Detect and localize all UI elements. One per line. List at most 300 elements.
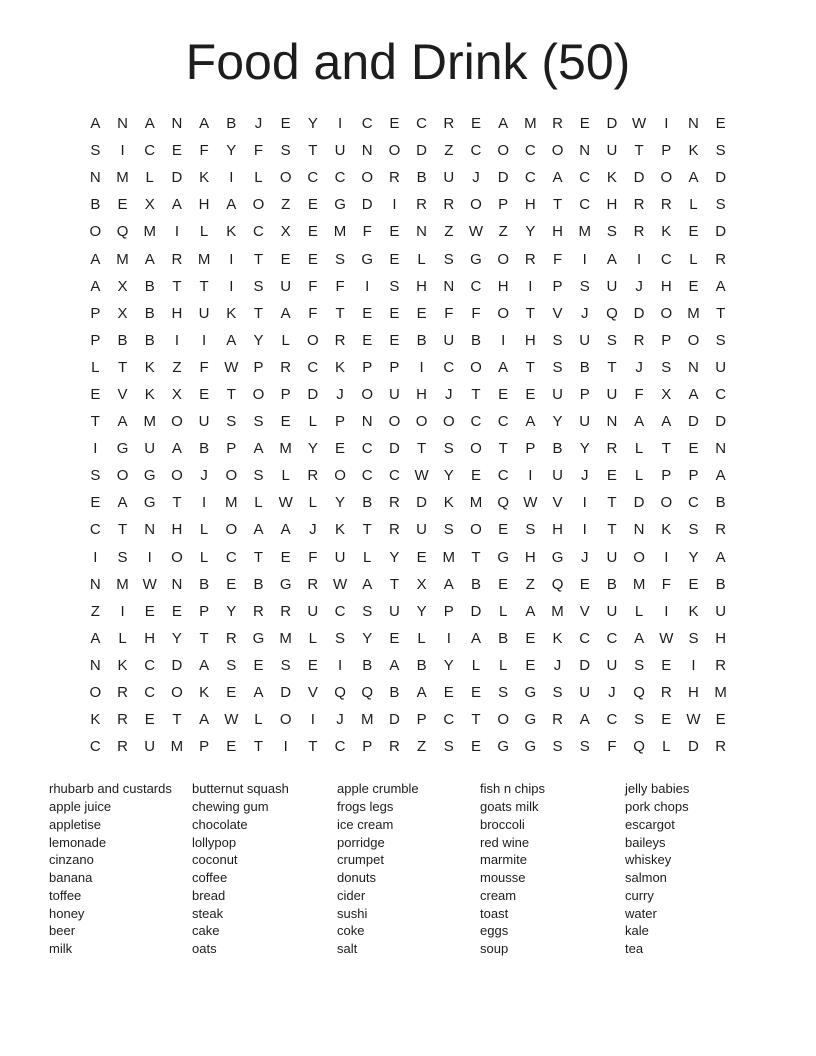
grid-cell-r8-c9: F xyxy=(308,304,318,322)
grid-cell-r20-c16: B xyxy=(498,629,509,647)
grid-cell-r24-c21: Q xyxy=(633,738,645,756)
grid-cell-r20-c21: A xyxy=(634,629,645,647)
grid-cell-r14-c7: S xyxy=(253,467,264,485)
word-list-item: cinzano xyxy=(49,852,94,868)
grid-cell-r10-c21: J xyxy=(635,358,643,376)
grid-cell-r11-c4: X xyxy=(171,385,182,403)
grid-cell-r4-c3: X xyxy=(144,196,155,214)
grid-cell-r12-c20: N xyxy=(606,413,618,431)
grid-cell-r3-c22: O xyxy=(660,169,673,187)
grid-cell-r3-c18: A xyxy=(552,169,563,187)
grid-cell-r11-c23: A xyxy=(688,385,699,403)
grid-cell-r20-c15: A xyxy=(470,629,481,647)
grid-cell-r17-c24: A xyxy=(715,548,726,566)
grid-cell-r11-c3: K xyxy=(144,385,155,403)
grid-cell-r8-c7: T xyxy=(253,304,264,322)
grid-cell-r1-c7: J xyxy=(254,115,263,133)
grid-cell-r1-c10: I xyxy=(337,115,343,133)
grid-cell-r8-c2: X xyxy=(117,304,128,322)
grid-cell-r21-c3: C xyxy=(144,656,156,674)
grid-cell-r2-c5: F xyxy=(199,142,209,160)
grid-cell-r24-c18: S xyxy=(552,738,563,756)
grid-cell-r4-c20: H xyxy=(606,196,618,214)
grid-cell-r4-c2: E xyxy=(117,196,128,214)
grid-cell-r17-c12: Y xyxy=(389,548,400,566)
grid-cell-r17-c15: T xyxy=(471,548,481,566)
word-list-item: jelly babies xyxy=(625,781,690,797)
grid-cell-r19-c1: Z xyxy=(90,602,100,620)
grid-cell-r6-c24: R xyxy=(715,250,727,268)
word-list-item: lollypop xyxy=(192,834,237,850)
grid-cell-r14-c5: J xyxy=(200,467,208,485)
grid-cell-r15-c14: K xyxy=(443,494,454,512)
grid-cell-r6-c6: I xyxy=(229,250,234,268)
grid-cell-r2-c8: S xyxy=(280,142,291,160)
grid-cell-r13-c23: E xyxy=(688,440,699,458)
grid-cell-r23-c20: C xyxy=(606,711,618,729)
grid-cell-r16-c5: L xyxy=(199,521,209,539)
grid-cell-r1-c23: N xyxy=(688,115,699,133)
grid-cell-r4-c21: R xyxy=(633,196,645,214)
grid-cell-r16-c10: K xyxy=(335,521,346,539)
word-list-item: lemonade xyxy=(49,834,107,850)
word-list-item: toffee xyxy=(49,887,82,903)
grid-cell-r15-c15: M xyxy=(469,494,483,512)
grid-cell-r17-c22: I xyxy=(664,548,669,566)
grid-cell-r1-c4: N xyxy=(171,115,183,133)
grid-cell-r6-c7: T xyxy=(253,250,264,268)
grid-cell-r12-c8: E xyxy=(280,413,291,431)
grid-cell-r6-c11: G xyxy=(361,250,374,268)
grid-cell-r23-c15: T xyxy=(471,711,481,729)
grid-cell-r17-c21: O xyxy=(633,548,645,566)
grid-cell-r13-c16: T xyxy=(498,440,508,458)
grid-cell-r14-c12: C xyxy=(388,467,400,485)
grid-cell-r14-c16: C xyxy=(497,467,509,485)
word-list-item: whiskey xyxy=(625,852,672,868)
grid-cell-r3-c8: O xyxy=(279,169,292,187)
grid-cell-r6-c2: M xyxy=(116,250,129,268)
grid-cell-r21-c22: E xyxy=(661,656,672,674)
grid-cell-r8-c4: H xyxy=(171,304,183,322)
grid-cell-r24-c22: L xyxy=(662,738,671,756)
grid-cell-r22-c20: J xyxy=(608,684,616,702)
grid-cell-r12-c3: M xyxy=(143,413,156,431)
grid-cell-r15-c2: A xyxy=(117,494,128,512)
grid-cell-r24-c8: I xyxy=(283,738,288,756)
grid-cell-r1-c5: A xyxy=(199,115,210,133)
grid-cell-r22-c19: U xyxy=(579,684,591,702)
grid-cell-r13-c17: P xyxy=(525,440,536,458)
grid-cell-r5-c14: Z xyxy=(444,223,454,241)
grid-cell-r19-c17: A xyxy=(525,602,536,620)
grid-cell-r4-c11: D xyxy=(361,196,373,214)
grid-cell-r14-c13: W xyxy=(414,467,429,485)
grid-cell-r16-c2: T xyxy=(117,521,128,539)
grid-cell-r8-c6: K xyxy=(226,304,237,322)
grid-cell-r6-c14: S xyxy=(443,250,454,268)
grid-cell-r12-c17: A xyxy=(525,413,536,431)
grid-cell-r15-c1: E xyxy=(90,494,101,512)
grid-cell-r20-c17: E xyxy=(525,629,536,647)
grid-cell-r8-c11: E xyxy=(362,304,373,322)
grid-cell-r2-c14: Z xyxy=(444,142,454,160)
word-list-item: marmite xyxy=(480,852,527,868)
grid-cell-r15-c10: Y xyxy=(335,494,346,512)
grid-cell-r4-c14: R xyxy=(443,196,455,214)
grid-cell-r19-c13: Y xyxy=(416,602,427,620)
grid-cell-r20-c10: S xyxy=(335,629,346,647)
grid-cell-r18-c9: R xyxy=(307,575,319,593)
grid-cell-r10-c15: O xyxy=(470,358,482,376)
grid-cell-r1-c16: A xyxy=(498,115,509,133)
grid-cell-r12-c10: P xyxy=(335,413,346,431)
grid-cell-r17-c2: S xyxy=(117,548,128,566)
grid-cell-r3-c14: U xyxy=(443,169,455,187)
grid-cell-r9-c2: B xyxy=(117,331,128,349)
word-list-item: tea xyxy=(625,941,644,956)
grid-cell-r5-c19: M xyxy=(578,223,591,241)
grid-cell-r10-c24: U xyxy=(715,358,727,376)
grid-cell-r21-c20: U xyxy=(606,656,618,674)
grid-cell-r13-c12: D xyxy=(388,440,400,458)
grid-cell-r6-c22: C xyxy=(660,250,672,268)
grid-cell-r8-c5: U xyxy=(198,304,210,322)
grid-cell-r3-c13: B xyxy=(416,169,427,187)
grid-cell-r12-c21: A xyxy=(634,413,645,431)
grid-cell-r8-c12: E xyxy=(389,304,400,322)
grid-cell-r16-c8: A xyxy=(280,521,291,539)
grid-cell-r22-c24: M xyxy=(714,684,727,702)
grid-cell-r23-c14: C xyxy=(443,711,455,729)
grid-cell-r10-c17: T xyxy=(525,358,535,376)
grid-cell-r16-c9: J xyxy=(309,521,317,539)
word-list-item: curry xyxy=(625,887,654,903)
grid-cell-r13-c24: N xyxy=(715,440,727,458)
grid-cell-r24-c3: U xyxy=(144,738,156,756)
grid-cell-r13-c5: B xyxy=(199,440,210,458)
grid-cell-r8-c20: Q xyxy=(606,304,618,322)
grid-cell-r8-c8: A xyxy=(280,304,291,322)
grid-cell-r9-c17: H xyxy=(524,331,536,349)
grid-cell-r15-c11: B xyxy=(362,494,373,512)
grid-cell-r3-c17: C xyxy=(524,169,536,187)
grid-cell-r17-c1: I xyxy=(93,548,98,566)
grid-cell-r21-c24: R xyxy=(715,656,727,674)
grid-cell-r6-c15: G xyxy=(470,250,482,268)
grid-cell-r9-c16: I xyxy=(501,331,506,349)
grid-cell-r3-c10: C xyxy=(334,169,346,187)
grid-cell-r2-c6: Y xyxy=(226,142,237,160)
grid-cell-r20-c22: W xyxy=(659,629,674,647)
grid-cell-r3-c4: D xyxy=(171,169,183,187)
grid-cell-r5-c9: E xyxy=(307,223,318,241)
grid-cell-r7-c3: B xyxy=(144,277,155,295)
grid-cell-r6-c21: I xyxy=(637,250,642,268)
grid-cell-r3-c16: D xyxy=(497,169,509,187)
grid-cell-r17-c3: I xyxy=(147,548,152,566)
grid-cell-r13-c18: B xyxy=(552,440,563,458)
word-list-item: cream xyxy=(480,887,517,903)
grid-cell-r11-c6: T xyxy=(226,385,236,403)
grid-cell-r4-c10: G xyxy=(334,196,346,214)
grid-cell-r21-c19: D xyxy=(579,656,591,674)
grid-cell-r9-c15: B xyxy=(470,331,481,349)
grid-cell-r2-c22: P xyxy=(661,142,672,160)
grid-cell-r22-c15: E xyxy=(470,684,481,702)
grid-cell-r5-c12: E xyxy=(389,223,400,241)
grid-cell-r13-c21: L xyxy=(634,440,644,458)
grid-cell-r3-c5: K xyxy=(199,169,210,187)
grid-cell-r24-c16: G xyxy=(497,738,509,756)
grid-cell-r20-c11: Y xyxy=(362,629,373,647)
grid-cell-r21-c9: E xyxy=(307,656,318,674)
grid-cell-r7-c18: P xyxy=(552,277,563,295)
grid-cell-r2-c11: N xyxy=(361,142,373,160)
grid-cell-r12-c12: O xyxy=(388,413,401,431)
grid-cell-r18-c2: M xyxy=(116,575,129,593)
word-list-column-1 xyxy=(49,780,192,958)
word-list-item: banana xyxy=(49,870,93,885)
grid-cell-r8-c10: T xyxy=(335,304,345,322)
grid-cell-r12-c14: O xyxy=(442,413,455,431)
grid-cell-r1-c20: D xyxy=(606,115,618,133)
grid-cell-r11-c8: P xyxy=(280,385,291,403)
grid-cell-r24-c15: E xyxy=(470,738,481,756)
grid-cell-r10-c5: F xyxy=(199,358,209,376)
grid-cell-r4-c6: A xyxy=(226,196,237,214)
grid-cell-r24-c17: G xyxy=(524,738,537,756)
word-list-item: goats milk xyxy=(480,799,539,814)
grid-cell-r16-c6: O xyxy=(225,521,238,539)
grid-cell-r12-c23: D xyxy=(688,413,699,431)
word-list-column-4 xyxy=(480,780,625,958)
grid-cell-r10-c11: P xyxy=(362,358,373,376)
grid-cell-r23-c23: W xyxy=(686,711,701,729)
grid-cell-r22-c9: V xyxy=(307,684,318,702)
grid-cell-r14-c1: S xyxy=(90,467,101,485)
grid-cell-r5-c16: Z xyxy=(498,223,508,241)
grid-cell-r13-c2: G xyxy=(116,440,129,458)
grid-cell-r5-c6: K xyxy=(226,223,237,241)
grid-cell-r1-c24: E xyxy=(715,115,726,133)
grid-cell-r3-c15: J xyxy=(472,169,480,187)
grid-cell-r16-c3: N xyxy=(144,521,156,539)
grid-cell-r12-c1: T xyxy=(90,413,100,431)
grid-cell-r4-c19: C xyxy=(579,196,591,214)
grid-cell-r7-c24: A xyxy=(715,277,726,295)
grid-cell-r9-c8: L xyxy=(281,331,290,349)
grid-cell-r17-c13: E xyxy=(416,548,427,566)
grid-cell-r2-c17: C xyxy=(524,142,536,160)
grid-cell-r14-c20: E xyxy=(606,467,617,485)
grid-cell-r4-c5: H xyxy=(198,196,210,214)
grid-cell-r13-c1: I xyxy=(93,440,98,458)
grid-cell-r20-c18: K xyxy=(552,629,563,647)
grid-cell-r13-c7: A xyxy=(253,440,264,458)
grid-cell-r1-c9: Y xyxy=(307,115,318,133)
grid-cell-r3-c19: C xyxy=(579,169,591,187)
grid-cell-r9-c12: E xyxy=(389,331,400,349)
word-list-item: pork chops xyxy=(625,799,689,814)
grid-cell-r20-c8: M xyxy=(279,629,292,647)
grid-cell-r24-c4: M xyxy=(170,738,184,756)
grid-cell-r18-c20: B xyxy=(606,575,617,593)
grid-cell-r2-c23: K xyxy=(688,142,699,160)
word-list-item: eggs xyxy=(480,923,509,939)
grid-cell-r20-c14: I xyxy=(446,629,451,647)
grid-cell-r1-c14: R xyxy=(443,115,455,133)
grid-cell-r17-c10: U xyxy=(334,548,346,566)
grid-cell-r15-c22: O xyxy=(660,494,673,512)
grid-cell-r13-c3: U xyxy=(144,440,156,458)
grid-cell-r22-c21: Q xyxy=(633,684,645,702)
grid-cell-r23-c9: I xyxy=(310,711,315,729)
grid-cell-r19-c3: E xyxy=(144,602,155,620)
grid-cell-r12-c22: A xyxy=(661,413,672,431)
grid-cell-r5-c4: I xyxy=(174,223,179,241)
grid-cell-r9-c20: S xyxy=(606,331,617,349)
grid-cell-r10-c13: I xyxy=(419,358,424,376)
grid-cell-r16-c21: N xyxy=(633,521,645,539)
grid-cell-r1-c22: I xyxy=(664,115,669,133)
grid-cell-r5-c22: K xyxy=(661,223,672,241)
grid-cell-r5-c23: E xyxy=(688,223,699,241)
grid-cell-r20-c3: H xyxy=(144,629,156,647)
grid-cell-r23-c16: O xyxy=(497,711,509,729)
grid-cell-r22-c14: E xyxy=(443,684,454,702)
word-list-item: steak xyxy=(192,905,224,921)
grid-cell-r6-c12: E xyxy=(389,250,400,268)
grid-cell-r15-c5: I xyxy=(202,494,207,512)
grid-cell-r8-c19: J xyxy=(580,304,589,322)
grid-cell-r19-c18: M xyxy=(551,602,564,620)
grid-cell-r3-c2: M xyxy=(116,169,129,187)
grid-cell-r10-c12: P xyxy=(389,358,400,376)
grid-cell-r8-c18: V xyxy=(552,304,563,322)
grid-cell-r22-c10: Q xyxy=(334,684,346,702)
grid-cell-r7-c8: U xyxy=(280,277,292,295)
grid-cell-r17-c18: G xyxy=(551,548,564,566)
grid-cell-r14-c9: R xyxy=(307,467,319,485)
grid-cell-r10-c8: R xyxy=(280,358,292,376)
grid-cell-r20-c12: E xyxy=(389,629,400,647)
grid-cell-r5-c11: F xyxy=(362,223,372,241)
grid-cell-r19-c21: L xyxy=(634,602,644,620)
grid-cell-r19-c12: U xyxy=(388,602,400,620)
grid-cell-r4-c12: I xyxy=(392,196,397,214)
grid-cell-r24-c19: S xyxy=(579,738,590,756)
word-list-item: cake xyxy=(192,923,220,939)
grid-cell-r23-c8: O xyxy=(279,711,292,729)
grid-cell-r7-c9: F xyxy=(308,277,318,295)
grid-cell-r4-c24: S xyxy=(715,196,726,214)
grid-cell-r19-c8: R xyxy=(280,602,292,620)
grid-cell-r2-c15: C xyxy=(470,142,482,160)
grid-cell-r16-c14: S xyxy=(443,521,454,539)
grid-cell-r3-c11: O xyxy=(361,169,374,187)
grid-cell-r18-c13: X xyxy=(416,575,427,593)
grid-cell-r5-c13: N xyxy=(416,223,428,241)
word-list-item: baileys xyxy=(625,834,666,850)
grid-cell-r16-c18: H xyxy=(552,521,563,539)
grid-cell-r6-c20: A xyxy=(606,250,617,268)
grid-cell-r2-c18: O xyxy=(551,142,564,160)
grid-cell-r7-c2: X xyxy=(117,277,128,295)
grid-cell-r9-c6: A xyxy=(226,331,237,349)
grid-cell-r7-c22: H xyxy=(660,277,672,295)
grid-cell-r8-c15: F xyxy=(471,304,481,322)
grid-cell-r5-c20: S xyxy=(606,223,617,241)
grid-cell-r12-c18: Y xyxy=(552,413,563,431)
grid-cell-r22-c2: R xyxy=(117,684,128,702)
grid-cell-r17-c9: F xyxy=(308,548,318,566)
grid-cell-r9-c7: Y xyxy=(253,331,264,349)
word-list-item: donuts xyxy=(337,870,377,885)
grid-cell-r21-c21: S xyxy=(634,656,645,674)
grid-cell-r4-c23: L xyxy=(689,196,698,214)
grid-cell-r6-c8: E xyxy=(280,250,291,268)
grid-cell-r2-c12: O xyxy=(388,142,401,160)
grid-cell-r12-c24: D xyxy=(715,413,727,431)
word-list-item: bread xyxy=(192,887,226,903)
word-list-item: salmon xyxy=(625,870,667,885)
grid-cell-r17-c16: G xyxy=(497,548,509,566)
grid-cell-r11-c22: X xyxy=(661,385,672,403)
grid-cell-r13-c9: Y xyxy=(307,440,318,458)
grid-cell-r17-c19: J xyxy=(580,548,589,566)
grid-cell-r24-c14: S xyxy=(443,738,454,756)
grid-cell-r22-c7: A xyxy=(253,684,264,702)
grid-cell-r5-c5: L xyxy=(199,223,209,241)
grid-cell-r22-c11: Q xyxy=(361,684,374,702)
grid-cell-r17-c14: M xyxy=(442,548,456,566)
grid-cell-r19-c9: U xyxy=(307,602,319,620)
grid-cell-r19-c2: I xyxy=(120,602,125,620)
grid-cell-r14-c21: L xyxy=(634,467,644,485)
grid-cell-r6-c13: L xyxy=(417,250,426,268)
puzzle-title: Food and Drink (50) xyxy=(185,34,631,90)
grid-cell-r20-c2: L xyxy=(118,629,127,647)
grid-cell-r19-c23: K xyxy=(688,602,699,620)
grid-cell-r23-c24: E xyxy=(715,711,726,729)
grid-cell-r20-c19: C xyxy=(579,629,591,647)
grid-cell-r5-c15: W xyxy=(468,223,484,241)
grid-cell-r21-c7: E xyxy=(253,656,264,674)
grid-cell-r13-c22: T xyxy=(661,440,671,458)
grid-cell-r23-c19: A xyxy=(579,711,590,729)
grid-cell-r13-c15: O xyxy=(470,440,482,458)
grid-cell-r19-c22: I xyxy=(664,602,669,620)
grid-cell-r3-c9: C xyxy=(307,169,319,187)
grid-cell-r17-c11: L xyxy=(363,548,372,566)
grid-cell-r11-c13: H xyxy=(416,385,428,403)
grid-cell-r18-c23: E xyxy=(688,575,699,593)
grid-cell-r9-c23: O xyxy=(687,331,700,349)
grid-cell-r9-c11: E xyxy=(362,331,373,349)
word-list-item: water xyxy=(625,905,657,921)
grid-cell-r21-c1: N xyxy=(89,656,101,674)
grid-cell-r20-c20: C xyxy=(606,629,618,647)
grid-cell-r8-c22: O xyxy=(660,304,673,322)
grid-cell-r21-c18: J xyxy=(553,656,562,674)
grid-cell-r18-c7: B xyxy=(253,575,264,593)
grid-cell-r3-c21: D xyxy=(633,169,645,187)
grid-cell-r22-c13: A xyxy=(416,684,427,702)
grid-cell-r1-c6: B xyxy=(226,115,237,133)
grid-cell-r23-c10: J xyxy=(336,711,344,729)
grid-cell-r18-c8: G xyxy=(279,575,292,593)
